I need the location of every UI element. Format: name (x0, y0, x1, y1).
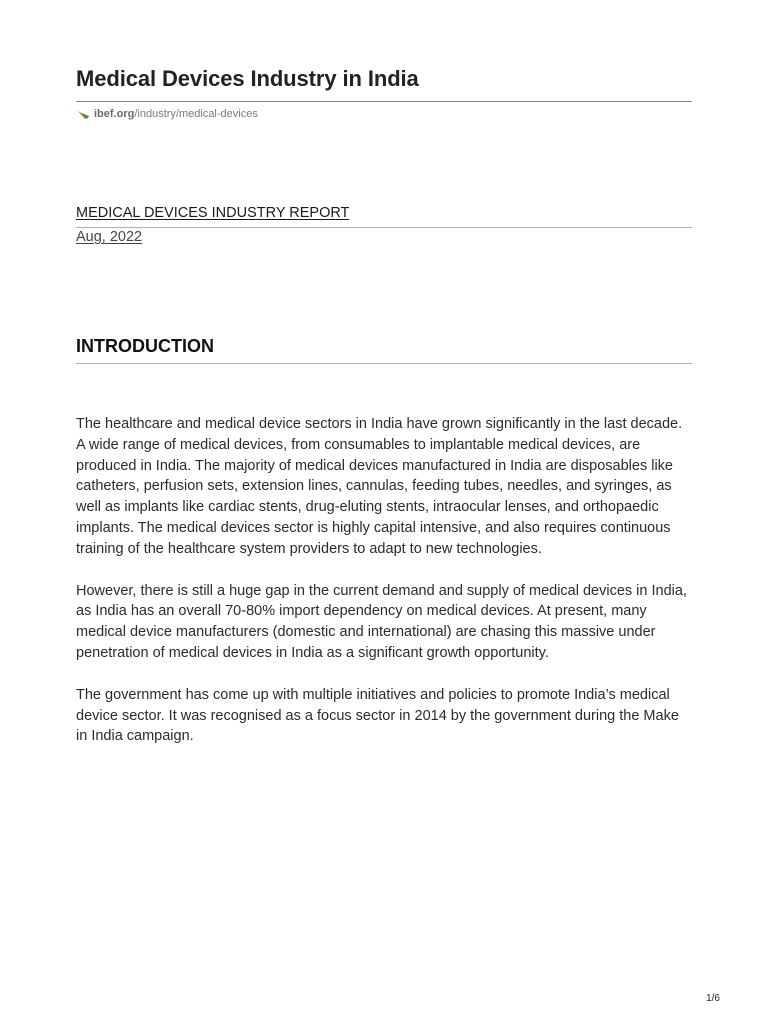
source-path[interactable]: /industry/medical-devices (134, 108, 258, 120)
source-link[interactable] (76, 107, 258, 121)
introduction-divider (76, 363, 692, 364)
introduction-heading: INTRODUCTION (76, 336, 214, 356)
report-link[interactable]: MEDICAL DEVICES INDUSTRY REPORT (76, 205, 350, 221)
paragraph: The government has come up with multiple initiatives and policies to promote India’s medical device sector. It was recognised as a focus sector in 2014 by the government during the Make in India campaign. (76, 686, 679, 745)
title-divider (76, 101, 692, 102)
report-divider (76, 227, 692, 228)
paragraph: The healthcare and medical device sectors in India have grown significantly in the last decade. A wide range of medical devices, from consumables to implantable medical devices, are produced in India. The majority of medical devices manufactured in India are disposables like catheters, perfusion sets, extension lines, cannulas, feeding tubes, needles, and syringes, as well as implants like cardiac stents, drug-eluting stents, intraocular lenses, and orthopaedic implants. The medical devices sector is highly capital intensive, and also requires continuous training of the healthcare system providers to adapt to new technologies. (76, 416, 683, 557)
page-title: Medical Devices Industry in India (76, 66, 419, 91)
introduction-body (76, 414, 692, 768)
page-number: 1/6 (706, 993, 720, 1004)
paragraph: However, there is still a huge gap in the current demand and supply of medical devices in India, as India has an overall 70-80% import dependency on medical devices. At present, many medical device manufacturers (domestic and international) are chasing this massive under penetration of medical devices in India as a significant growth opportunity. (76, 582, 687, 661)
report-date-link[interactable]: Aug, 2022 (76, 229, 143, 245)
ibef-logo-icon (76, 107, 90, 121)
source-domain[interactable]: ibef.org (94, 108, 135, 120)
